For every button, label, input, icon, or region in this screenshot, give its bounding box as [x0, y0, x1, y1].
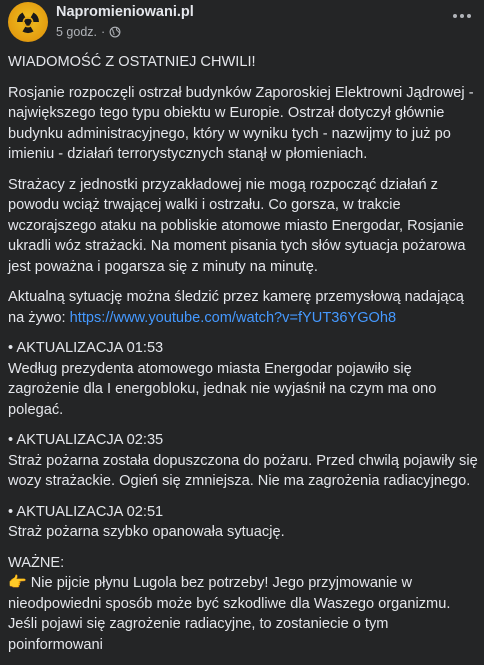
- post-title: WIADOMOŚĆ Z OSTATNIEJ CHWILI!: [8, 54, 256, 70]
- radiation-trefoil-icon: [8, 2, 48, 42]
- paragraph-3-text: Aktualną sytuację można śledzić przez kamerę przemysłową nadającą na żywo:: [8, 289, 464, 326]
- meta-separator: ·: [101, 25, 106, 39]
- post-meta: [56, 25, 121, 39]
- post-timestamp[interactable]: 5 godz.: [56, 25, 98, 39]
- post-header: [8, 0, 476, 50]
- update-2: [8, 430, 478, 492]
- dot: [467, 14, 471, 18]
- pointing-hand-emoji: 👉: [8, 574, 27, 591]
- post-body: [8, 52, 478, 665]
- update-1: [8, 338, 478, 420]
- paragraph-1: Rosjanie rozpoczęli ostrzał budynków Zaporoskiej Elektrowni Jądrowej - największego tego typu obiektu w Europie. Ostrzał dotyczył głównie budynku administracyjnego, który w wyniku tych - nazwijmy to już po imieniu - działań terrorystycznych stanął w płomieniach.: [8, 84, 474, 162]
- important-text: Nie pijcie płynu Lugola bez potrzeby! Jego przyjmowanie w nieodpowiedni sposób może być szkodliwe dla Waszego organizmu. Jeśli pojawi się zagrożenie radiacyjne, to zostaniecie o tym poinformowani: [8, 575, 451, 653]
- globe-icon[interactable]: [109, 26, 121, 38]
- update-3-text: Straż pożarna szybko opanowała sytuację.: [8, 524, 285, 540]
- page-name-link[interactable]: Napromieniowani.pl: [56, 4, 194, 20]
- more-options-icon[interactable]: [448, 6, 476, 26]
- paragraph-2: Strażacy z jednostki przyzakładowej nie mogą rozpocząć działań z powodu wciąż trwającej walki i ostrzału. Co gorsza, w trakcie wczorajszego ataku na pobliskie atomowe miasto Energodar, Rosjanie ukradli wóz strażacki. Na moment pisania tych słów sytuacja pożarowa jest poważna i pogarsza się z minuty na minutę.: [8, 176, 466, 275]
- important-note: [8, 553, 478, 656]
- update-2-heading: • AKTUALIZACJA 02:35: [8, 432, 164, 448]
- page-avatar[interactable]: [8, 2, 48, 42]
- dot: [460, 14, 464, 18]
- update-1-text: Według prezydenta atomowego miasta Energodar pojawiło się zagrożenie dla I energobloku, jednak nie wyjaśnił na czym ma ono polegać.: [8, 360, 437, 418]
- paragraph-3: [8, 287, 478, 328]
- youtube-link[interactable]: https://www.youtube.com/watch?v=fYUT36YGOh8: [69, 309, 397, 326]
- update-2-text: Straż pożarna została dopuszczona do pożaru. Przed chwilą pojawiły się wozy strażackie. Ogień się zmniejsza. Nie ma zagrożenia radiacyjnego.: [8, 452, 478, 489]
- important-heading: WAŻNE:: [8, 554, 65, 571]
- update-3-heading: • AKTUALIZACJA 02:51: [8, 503, 164, 520]
- dot: [453, 14, 457, 18]
- update-1-heading: • AKTUALIZACJA 01:53: [8, 340, 164, 356]
- update-3: [8, 502, 478, 543]
